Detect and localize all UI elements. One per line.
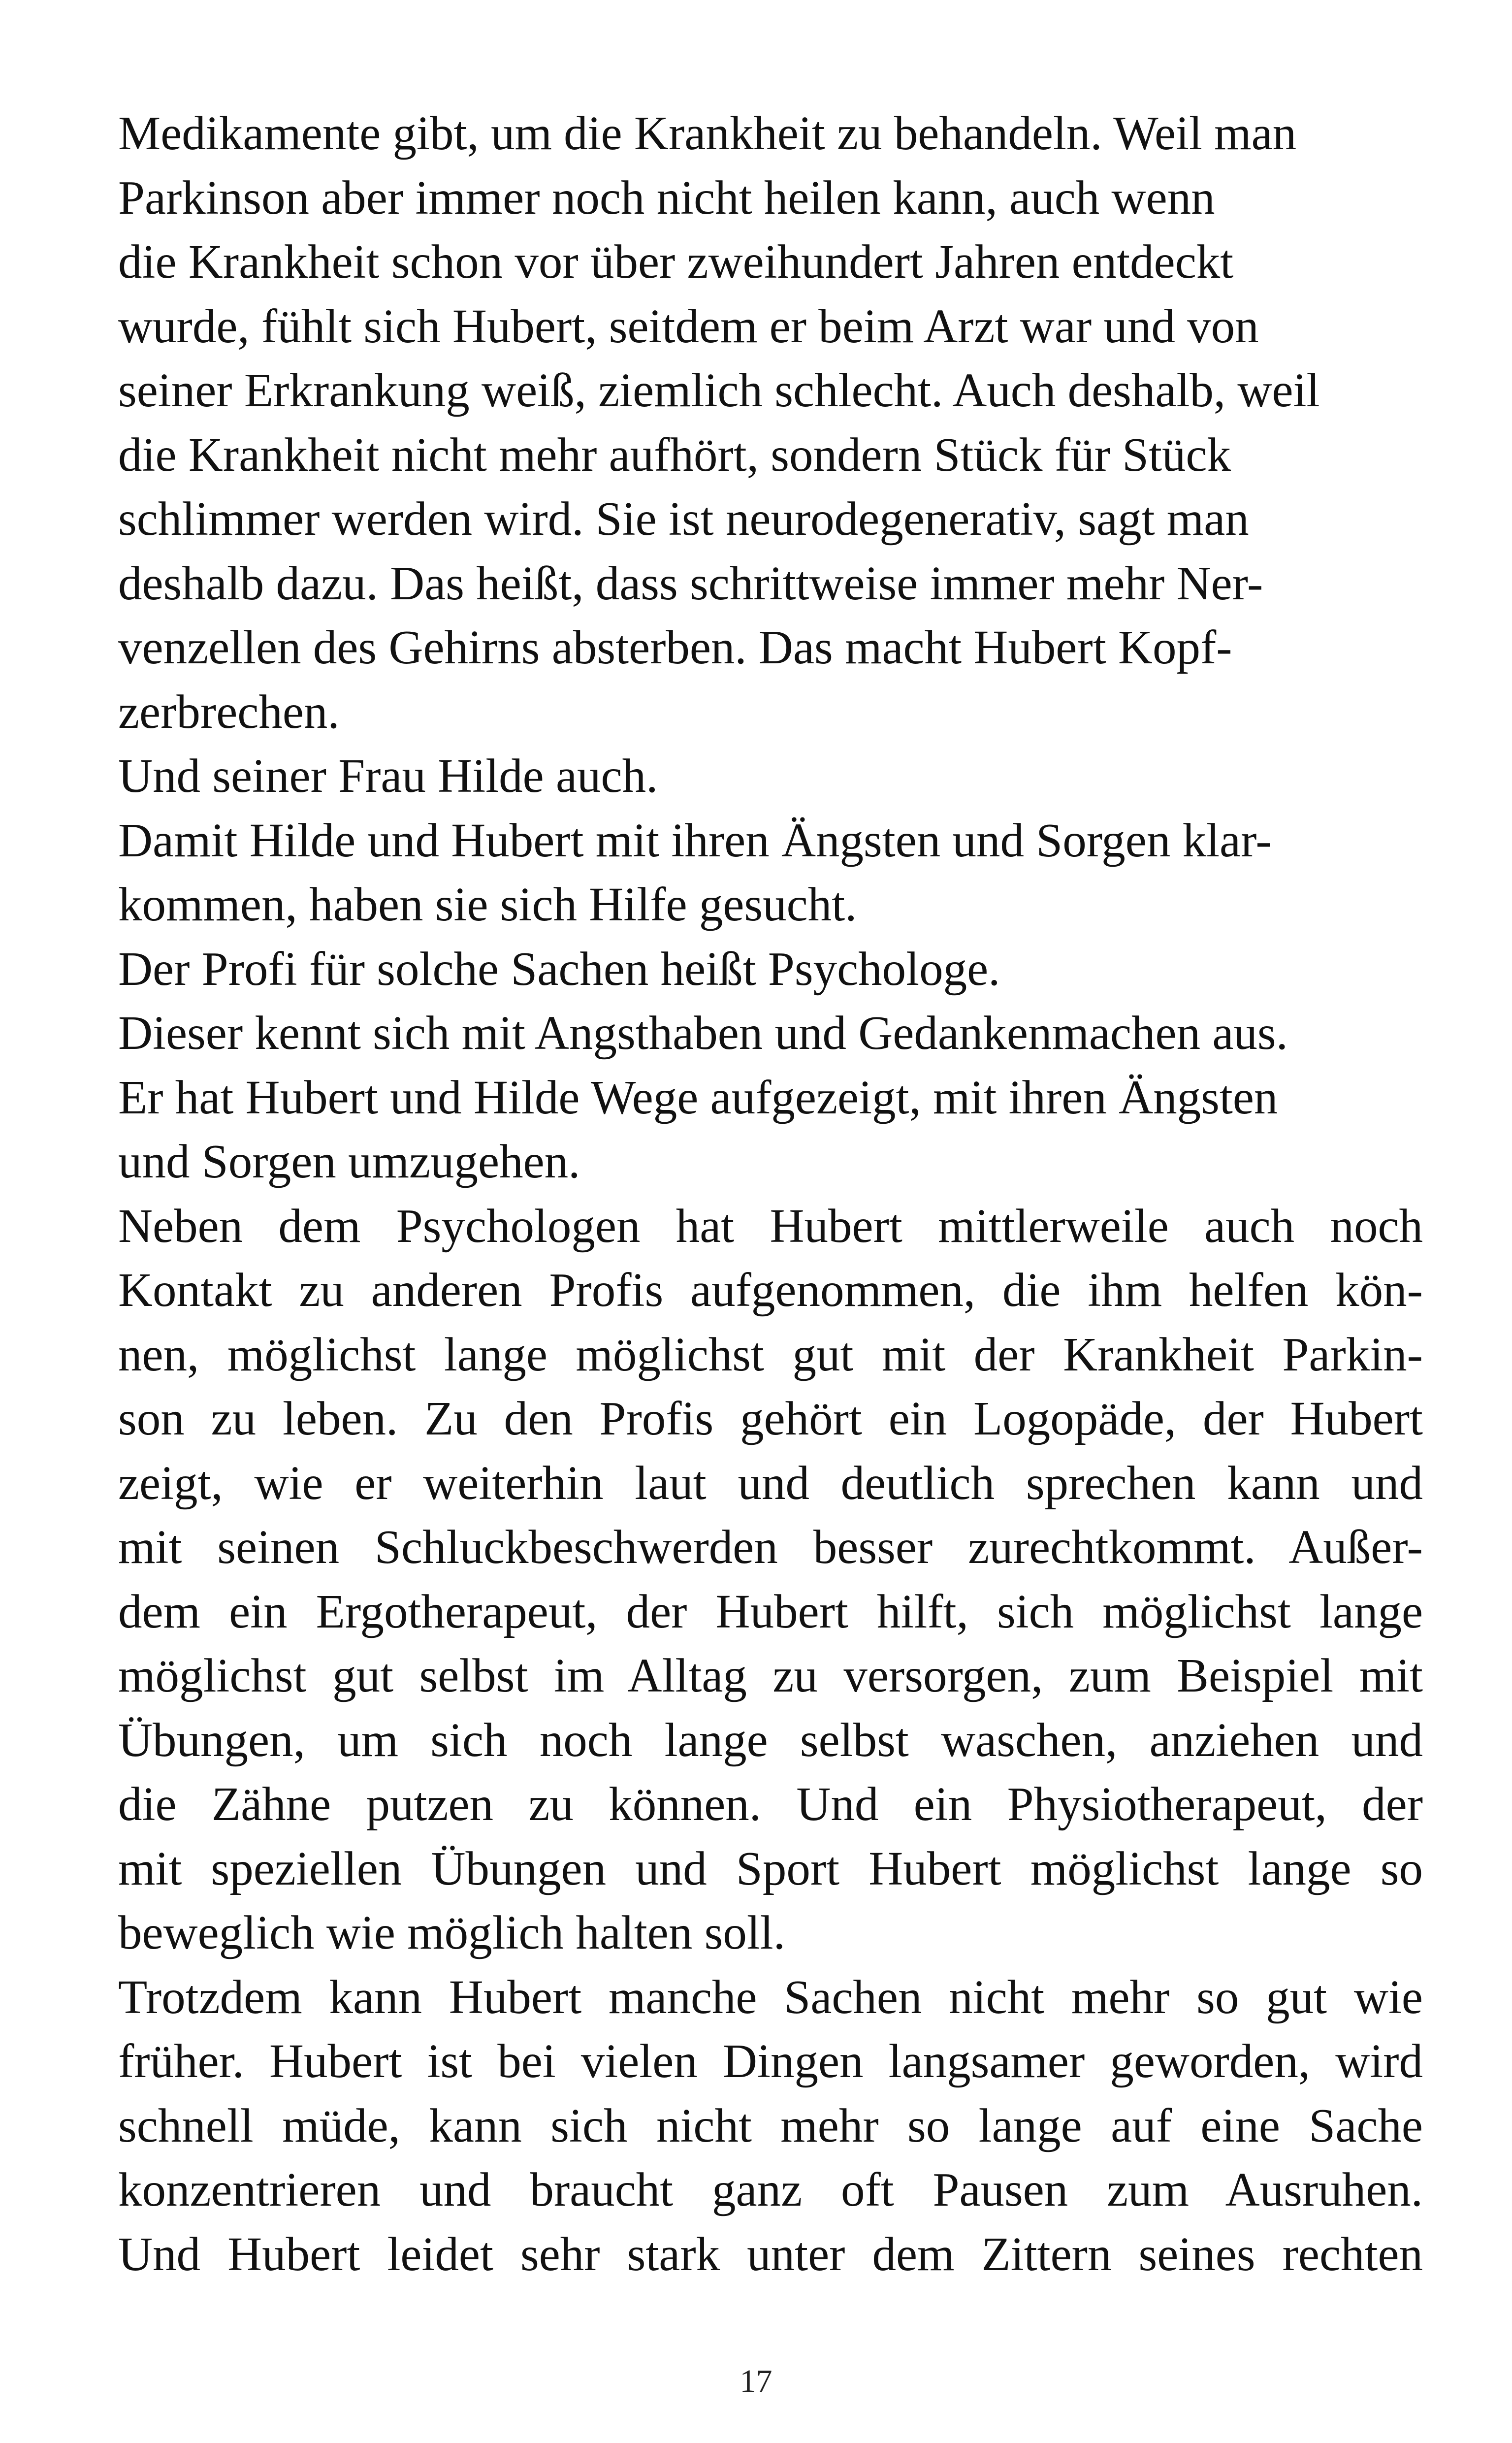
text-line: und Sorgen umzugehen. <box>118 1135 580 1188</box>
text-line: zeigt, wie er weiterhin laut und deutlich sprechen kann und <box>118 1456 1423 1509</box>
text-line: Kontakt zu anderen Profis aufgenommen, die ihm helfen kön- <box>118 1264 1423 1316</box>
text-line: möglichst gut selbst im Alltag zu versorgen, zum Beispiel mit <box>118 1649 1423 1702</box>
text-line: die Krankheit schon vor über zweihundert Jahren entdeckt <box>118 235 1234 288</box>
text-line: die Krankheit nicht mehr aufhört, sondern Stück für Stück <box>118 428 1231 481</box>
text-line: Dieser kennt sich mit Angsthaben und Gedankenmachen aus. <box>118 1007 1288 1059</box>
body-text <box>118 101 1423 2286</box>
text-line: Und seiner Frau Hilde auch. <box>118 749 658 802</box>
text-line: nen, möglichst lange möglichst gut mit der Krankheit Parkin- <box>118 1328 1423 1381</box>
text-line: früher. Hubert ist bei vielen Dingen langsamer geworden, wird <box>118 2035 1423 2087</box>
text-line: Neben dem Psychologen hat Hubert mittlerweile auch noch <box>118 1199 1423 1252</box>
text-line: Der Profi für solche Sachen heißt Psychologe. <box>118 942 1000 995</box>
text-line: schnell müde, kann sich nicht mehr so lange auf eine Sache <box>118 2099 1423 2152</box>
text-line: deshalb dazu. Das heißt, dass schrittweise immer mehr Ner- <box>118 556 1263 610</box>
text-line: Trotzdem kann Hubert manche Sachen nicht mehr so gut wie <box>118 1970 1423 2023</box>
text-line: Medikamente gibt, um die Krankheit zu behandeln. Weil man <box>118 107 1297 160</box>
text-line: mit speziellen Übungen und Sport Hubert möglichst lange so <box>118 1842 1423 1895</box>
text-line: Parkinson aber immer noch nicht heilen kann, auch wenn <box>118 171 1215 224</box>
text-line: Übungen, um sich noch lange selbst waschen, anziehen und <box>118 1713 1423 1766</box>
text-line: die Zähne putzen zu können. Und ein Physiotherapeut, der <box>118 1778 1423 1830</box>
text-line: kommen, haben sie sich Hilfe gesucht. <box>118 878 857 931</box>
text-line: Und Hubert leidet sehr stark unter dem Zittern seines rechten <box>118 2227 1423 2280</box>
text-line: Er hat Hubert und Hilde Wege aufgezeigt, mit ihren Ängsten <box>118 1071 1278 1124</box>
page-number: 17 <box>740 2363 772 2399</box>
text-line: beweglich wie möglich halten soll. <box>118 1906 785 1959</box>
text-line: mit seinen Schluckbeschwerden besser zurechtkommt. Außer- <box>118 1521 1423 1573</box>
text-line: zerbrechen. <box>118 685 340 738</box>
text-line: konzentrieren und braucht ganz oft Pausen zum Ausruhen. <box>118 2163 1423 2216</box>
text-line: seiner Erkrankung weiß, ziemlich schlecht. Auch deshalb, weil <box>118 364 1320 417</box>
text-line: son zu leben. Zu den Profis gehört ein Logopäde, der Hubert <box>118 1392 1423 1445</box>
text-line: wurde, fühlt sich Hubert, seitdem er beim Arzt war und von <box>118 299 1259 353</box>
text-line: schlimmer werden wird. Sie ist neurodegenerativ, sagt man <box>118 492 1249 545</box>
text-line: dem ein Ergotherapeut, der Hubert hilft, sich möglichst lange <box>118 1585 1423 1638</box>
text-line: Damit Hilde und Hubert mit ihren Ängsten und Sorgen klar- <box>118 814 1272 867</box>
text-line: venzellen des Gehirns absterben. Das macht Hubert Kopf- <box>118 621 1232 674</box>
